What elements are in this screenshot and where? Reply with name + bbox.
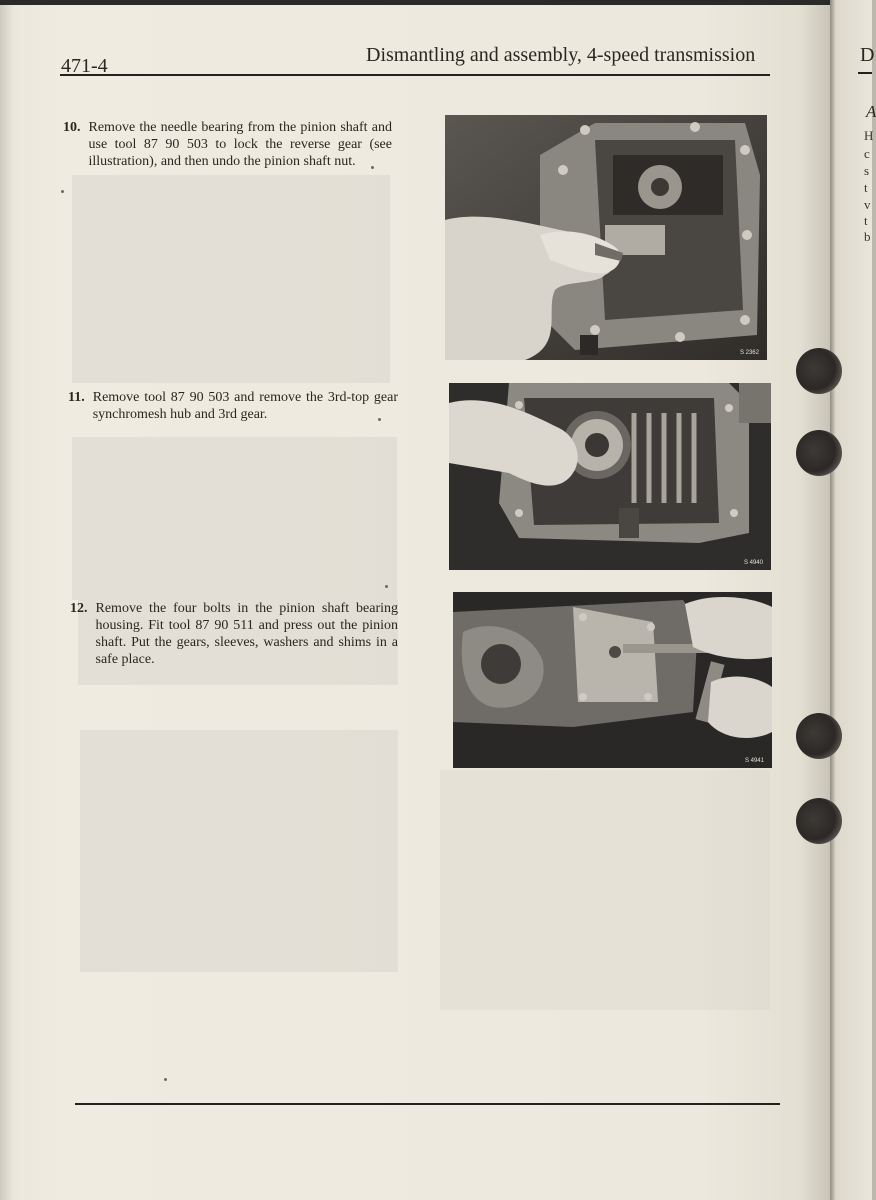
footer-rule (75, 1103, 780, 1105)
show-through-ghost (440, 770, 770, 1010)
next-page-line-fragment: v (864, 197, 871, 212)
figure-code: S 4940 (743, 560, 763, 566)
photo-hand-tool-locking-reverse-gear-icon (445, 115, 767, 360)
figure-code: S 4941 (744, 758, 764, 764)
next-page-line-fragment: c (864, 146, 870, 161)
binder-hole (796, 798, 842, 844)
header-rule (60, 74, 770, 76)
next-page-line-fragment: t (864, 213, 868, 228)
figure-photo (445, 115, 767, 360)
photo-hand-removing-synchromesh-hub-icon (449, 383, 771, 570)
show-through-ghost (72, 437, 397, 600)
next-page-line-fragment: t (864, 180, 868, 195)
next-page-line-fragment: b (864, 229, 871, 244)
scan-speck (61, 190, 64, 193)
scan-top-edge (0, 0, 872, 5)
next-page-heading-fragment: D (860, 44, 875, 66)
binder-hole (796, 348, 842, 394)
figure-photo (449, 383, 771, 570)
figure-photo (453, 592, 772, 768)
page-number: 471-4 (61, 55, 108, 77)
step-text: Remove the needle bearing from the pinion shaft and use tool 87 90 503 to lock the reverse gear (see illustration), and then undo the pinion shaft nut. (88, 120, 392, 169)
figure-code: S 2362 (739, 350, 759, 356)
scan-speck (164, 1078, 167, 1081)
scan-speck (371, 166, 374, 169)
instruction-step (68, 389, 398, 423)
scan-speck (378, 418, 381, 421)
instruction-step (63, 119, 392, 170)
photo-press-tool-on-pinion-shaft-icon (453, 592, 772, 768)
step-text: Remove tool 87 90 503 and remove the 3rd-top gear synchromesh hub and 3rd gear. (92, 390, 398, 422)
step-text: Remove the four bolts in the pinion shaft bearing housing. Fit tool 87 90 511 and press out the pinion shaft. Put the gears, sleeves, washers and shims in a safe place. (95, 601, 398, 667)
step-number: 10. (63, 120, 81, 135)
next-page-subheading-fragment: A (866, 102, 876, 121)
next-page-header-rule (858, 72, 872, 74)
binder-hole (796, 713, 842, 759)
show-through-ghost (72, 175, 390, 383)
show-through-ghost (80, 730, 398, 972)
instruction-step (70, 600, 398, 668)
step-number: 11. (68, 390, 85, 405)
binder-hole (796, 430, 842, 476)
next-page-line-fragment: s (864, 163, 870, 178)
scan-speck (385, 585, 388, 588)
next-page-line-fragment: H (864, 128, 874, 143)
page-title: Dismantling and assembly, 4-speed transmission (366, 44, 756, 66)
step-number: 12. (70, 601, 88, 616)
